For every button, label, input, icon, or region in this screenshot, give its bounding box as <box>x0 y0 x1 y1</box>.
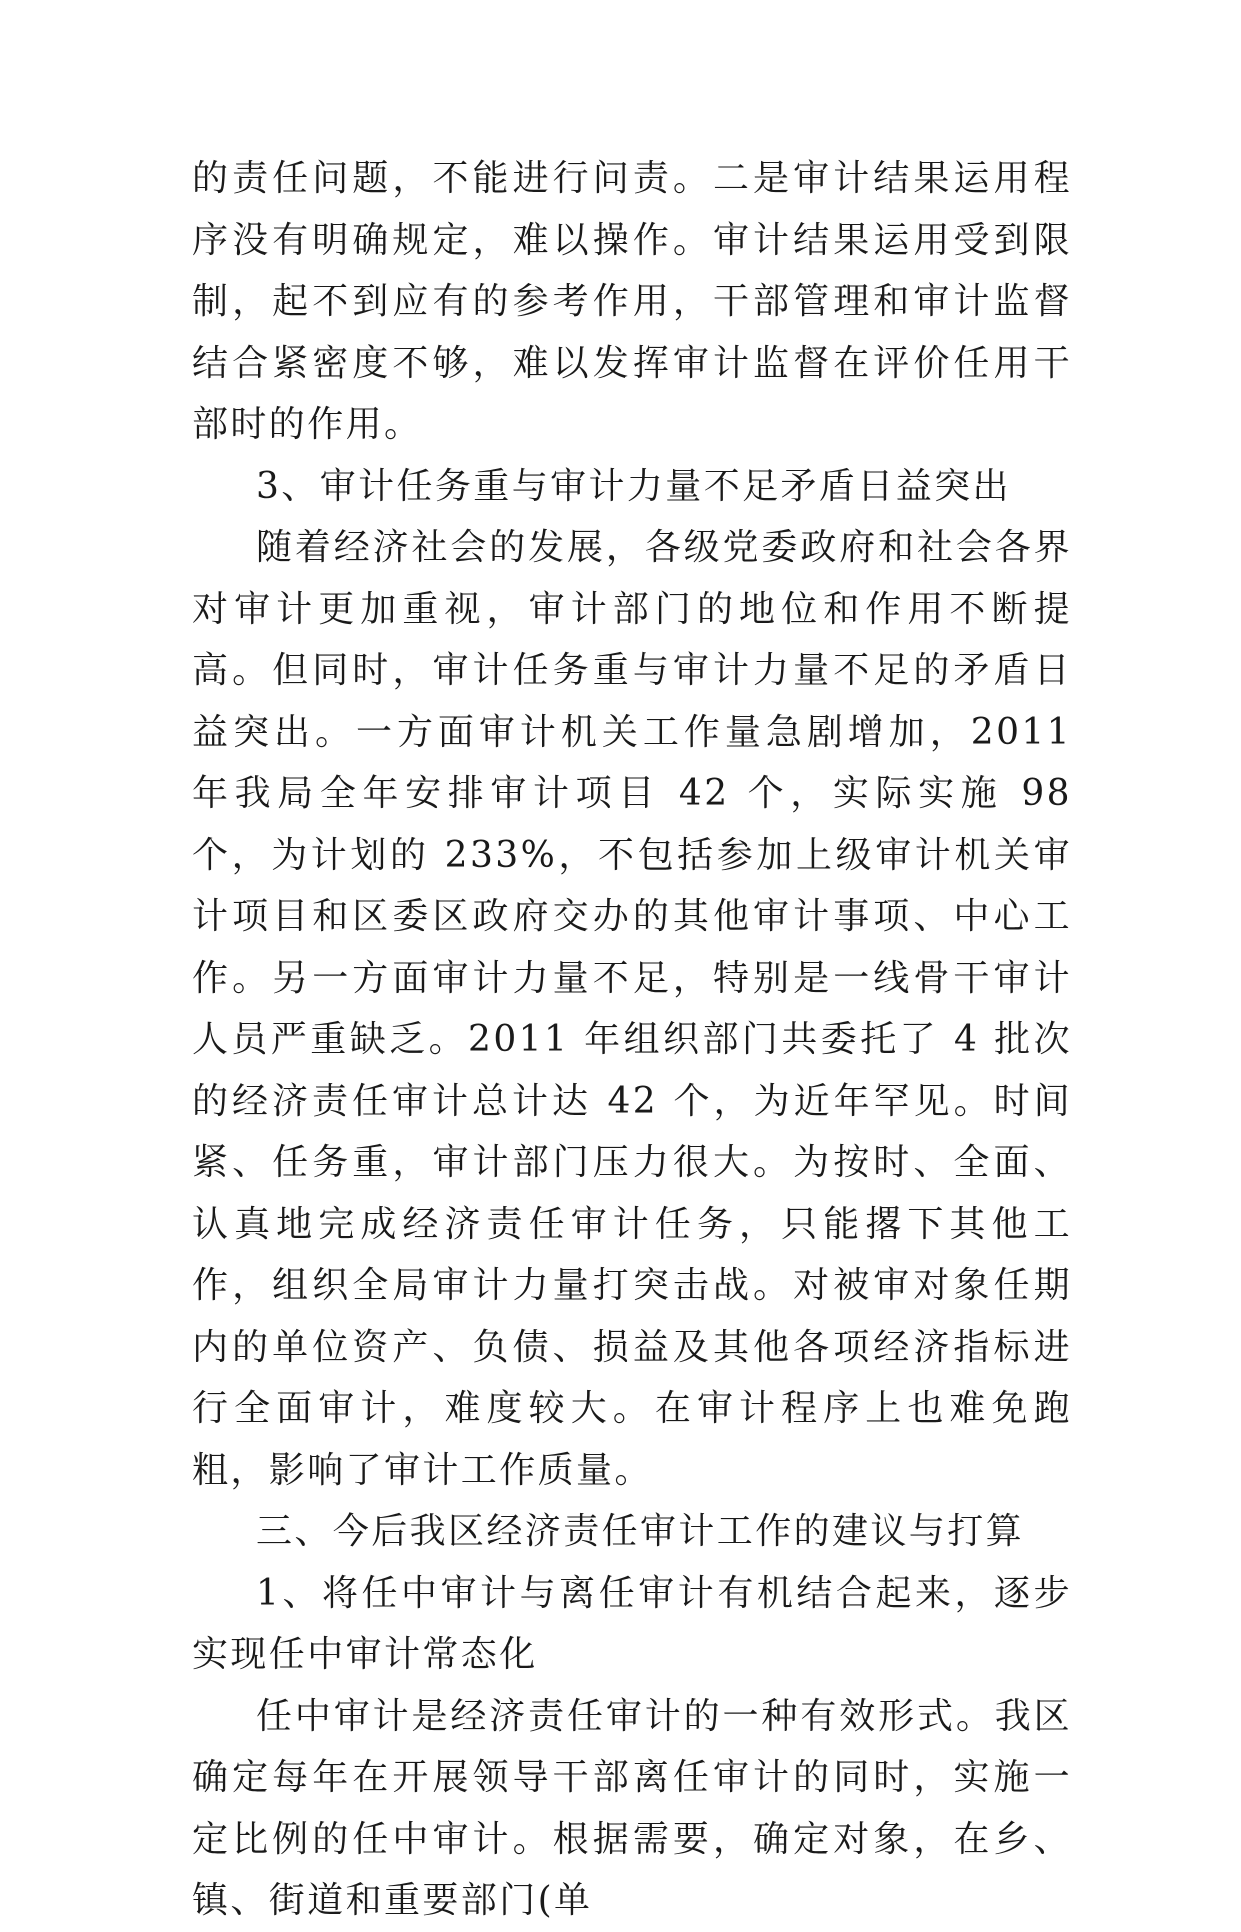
paragraph-responsibility-issues: 的责任问题，不能进行问责。二是审计结果运用程序没有明确规定，难以操作。审计结果运用受到限制，起不到应有的参考作用，干部管理和审计监督结合紧密度不够，难以发挥审计监督在评价任用干部时的作用。 <box>192 158 1072 445</box>
section-heading-suggestions: 三、今后我区经济责任审计工作的建议与打算 <box>256 1511 1025 1552</box>
subsection-heading-midterm-audit: 1、将任中审计与离任审计有机结合起来，逐步实现任中审计常态化 <box>192 1572 1072 1675</box>
section-heading-audit-workload: 3、审计任务重与审计力量不足矛盾日益突出 <box>256 465 1011 507</box>
body-text <box>192 148 1072 1932</box>
paragraph-midterm-audit: 任中审计是经济责任审计的一种有效形式。我区确定每年在开展领导干部离任审计的同时，实施一定比例的任中审计。根据需要，确定对象，在乡、镇、街道和重要部门(单 <box>192 1695 1072 1921</box>
paragraph-audit-workload: 随着经济社会的发展，各级党委政府和社会各界对审计更加重视，审计部门的地位和作用不断提高。但同时，审计任务重与审计力量不足的矛盾日益突出。一方面审计机关工作量急剧增加，2011 年我局全年安排审计项目 42 个，实际实施 98 个，为计划的 233%，不包括参加上级审计机关审计项目和区委区政府交办的其他审计事项、中心工作。另一方面审计力量不足，特别是一线骨干审计人员严重缺乏。2011 年组织部门共委托了 4 批次的经济责任审计总计达 42 个，为近年罕见。时间紧、任务重，审计部门压力很大。为按时、全面、认真地完成经济责任审计任务，只能撂下其他工作，组织全局审计力量打突击战。对被审对象任期内的单位资产、负债、损益及其他各项经济指标进行全面审计，难度较大。在审计程序上也难免跑粗，影响了审计工作质量。 <box>192 527 1072 1491</box>
